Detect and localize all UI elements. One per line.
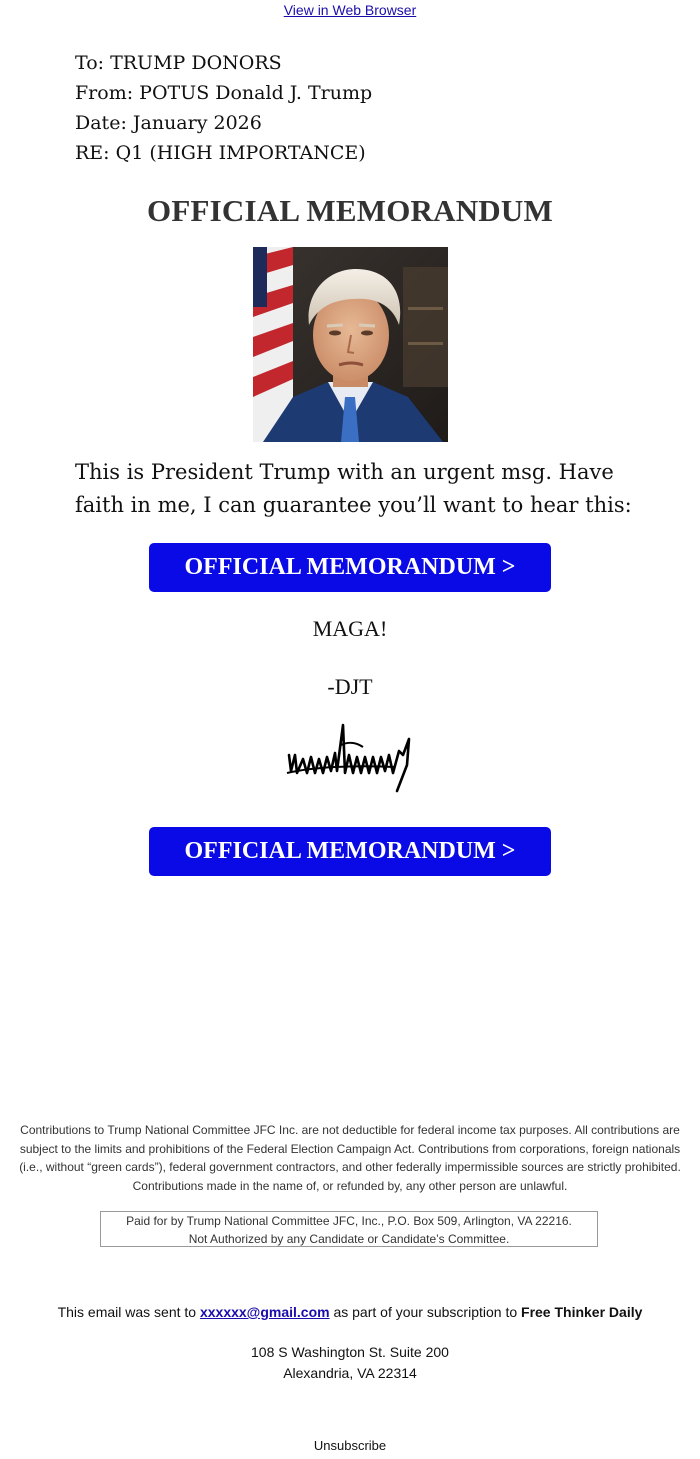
subscription-name: Free Thinker Daily xyxy=(521,1304,643,1320)
view-in-browser-link[interactable]: View in Web Browser xyxy=(283,2,417,18)
memo-re: RE: Q1 (HIGH IMPORTANCE) xyxy=(75,142,366,164)
unsubscribe-wrap xyxy=(0,1438,700,1453)
mailing-address xyxy=(0,1342,700,1384)
recipient-email-link[interactable]: xxxxxx@gmail.com xyxy=(199,1304,330,1320)
page-title: OFFICIAL MEMORANDUM xyxy=(147,193,553,228)
address-line-2: Alexandria, VA 22314 xyxy=(283,1365,417,1381)
top-bar xyxy=(0,2,700,18)
memo-date: Date: January 2026 xyxy=(75,112,262,134)
unsubscribe-link[interactable]: Unsubscribe xyxy=(313,1438,387,1453)
address-line-1: 108 S Washington St. Suite 200 xyxy=(251,1344,449,1360)
intro-message: This is President Trump with an urgent msg. Have faith in me, I can guarantee you’ll want to hear this: xyxy=(75,460,632,517)
memo-header xyxy=(75,48,372,168)
sent-middle: as part of your subscription to xyxy=(329,1304,522,1320)
memo-from: From: POTUS Donald J. Trump xyxy=(75,82,373,104)
signature-image xyxy=(283,715,419,795)
portrait-photo xyxy=(253,247,448,442)
official-memorandum-button-bottom[interactable]: OFFICIAL MEMORANDUM > xyxy=(149,827,551,876)
sent-notice xyxy=(0,1304,700,1320)
paid-for-line-2: Not Authorized by any Candidate or Candidate’s Committee. xyxy=(188,1232,510,1246)
official-memorandum-button-top[interactable]: OFFICIAL MEMORANDUM > xyxy=(149,543,551,592)
paid-for-box xyxy=(100,1211,598,1247)
signoff-initials: -DJT xyxy=(327,674,373,699)
legal-disclaimer: Contributions to Trump National Committee JFC Inc. are not deductible for federal income tax purposes. All contributions are subject to the limits and prohibitions of the Federal Election Campaign Act. Contributions from corporations, foreign nationals (i.e., without “green cards”), federal government contractors, and other federally impermissible sources are strictly prohibited. Contributions made in the name of, or refunded by, any other person are unlawful. xyxy=(19,1123,681,1193)
paid-for-line-1: Paid for by Trump National Committee JFC, Inc., P.O. Box 509, Arlington, VA 22216. xyxy=(126,1214,572,1228)
memo-to: To: TRUMP DONORS xyxy=(75,52,282,74)
sent-prefix: This email was sent to xyxy=(57,1304,200,1320)
signoff-maga: MAGA! xyxy=(312,616,388,641)
